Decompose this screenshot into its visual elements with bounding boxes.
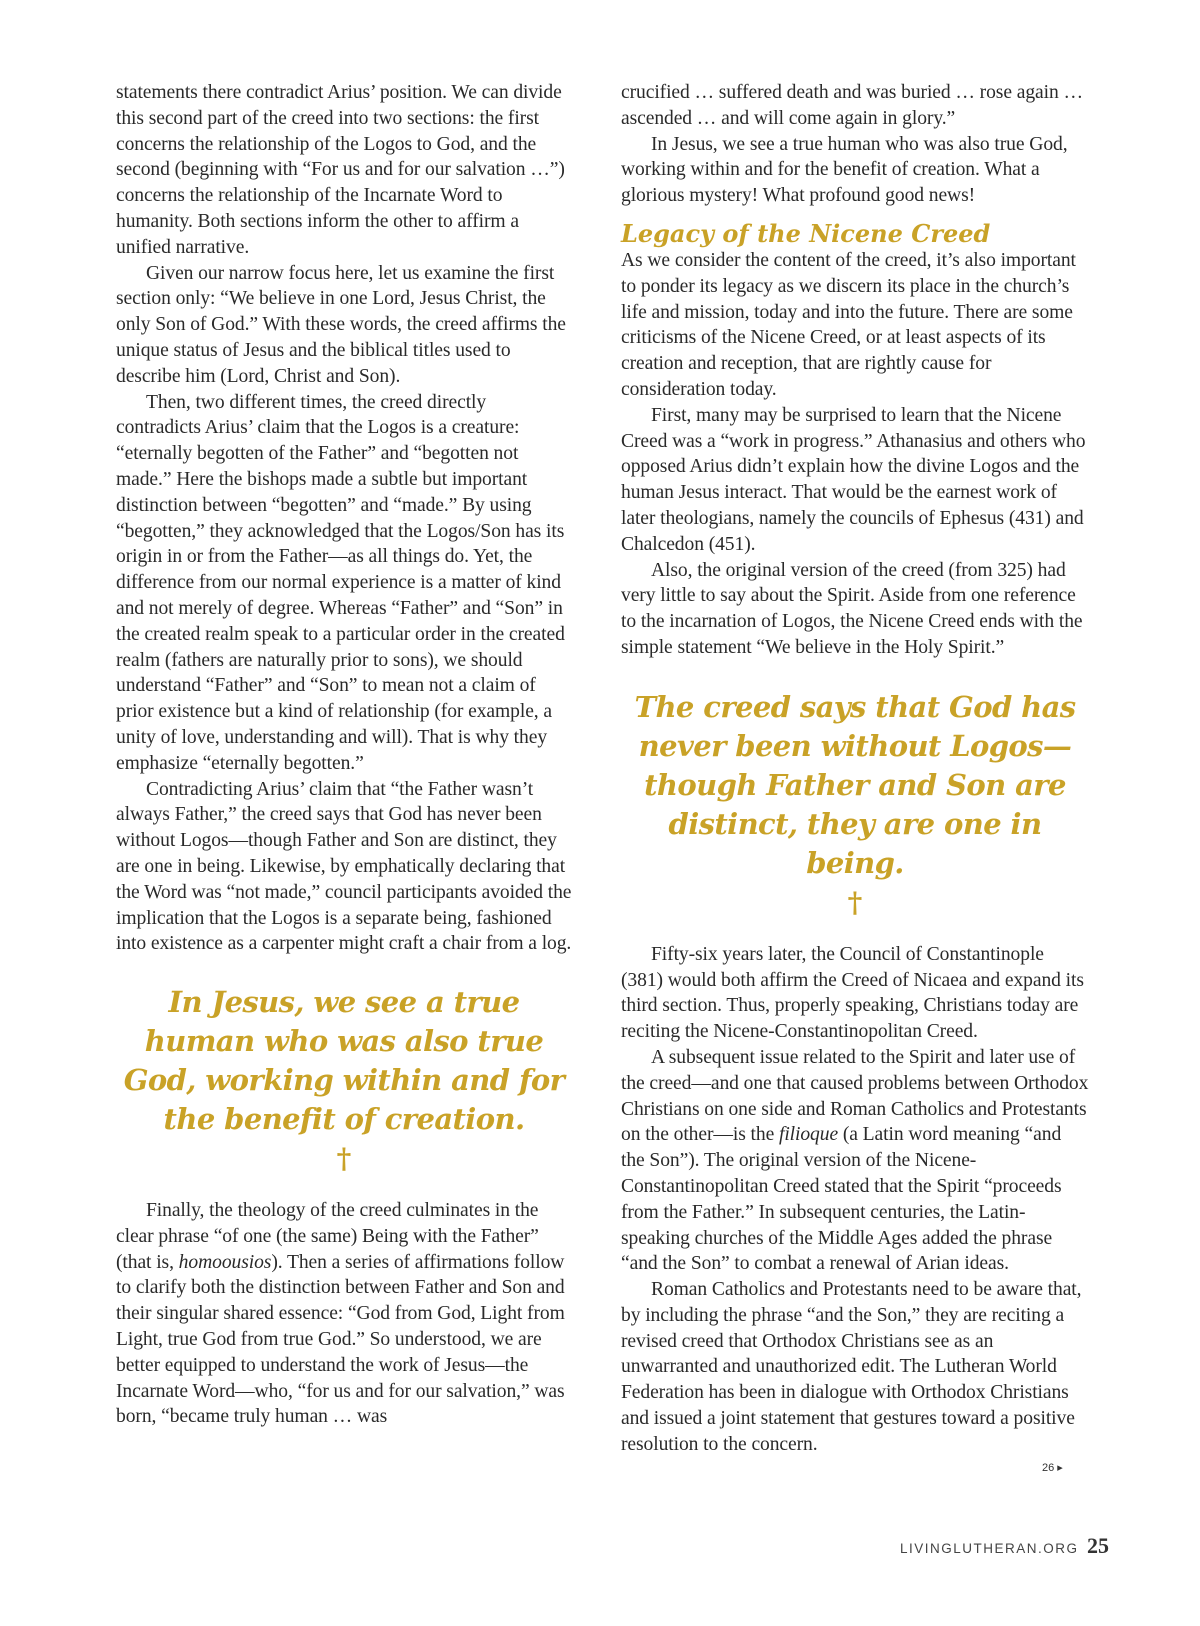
pull-quote: In Jesus, we see a true human who was also true God, working within and for the benefit of creation. <box>123 985 565 1137</box>
body-text: (a Latin word meaning “and the Son”). The original version of the Nicene-Constantinopolitan Creed stated that the Spirit “proceeds from the Father.” In subsequent centuries, the Latin-speaking churches of the Middle Ages added the phrase “and the Son” to combat a renewal of Arian ideas. <box>621 1124 1062 1275</box>
body-paragraph: In Jesus, we see a true human who was also true God, working within and for the benefit of creation. What a glorious mystery! What profound good news! <box>621 133 1068 207</box>
body-paragraph: Then, two different times, the creed directly contradicts Arius’ claim that the Logos is a creature: “eternally begotten of the Father” and “begotten not made.” Here the bishops made a subtle but important distinction between “begotten” and “made.” By using “begotten,” they acknowledged that the Logos/Son has its origin in or from the Father—as all things do. Yet, the difference from our normal experience is a matter of kind and not merely of degree. Whereas “Father” and “Son” in the created realm speak to a particular order in the created realm (fathers are naturally prior to sons), we should understand “Father” and “Son” to mean not a claim of prior existence but a kind of relationship (for example, a unity of love, understanding and will). That is why they emphasize “eternally begotten.” <box>116 391 565 774</box>
body-paragraph <box>621 1045 1089 1277</box>
body-paragraph: First, many may be surprised to learn that the Nicene Creed was a “work in progress.” Athanasius and others who opposed Arius didn’t explain how the divine Logos and the human Jesus interact. That would be the earnest work of later theologians, namely the councils of Ephesus (431) and Chalcedon (451). <box>621 404 1086 555</box>
continued-on-page-marker: 26 ▸ <box>1042 1462 1063 1474</box>
left-column <box>116 80 572 1430</box>
dagger-icon: † <box>336 1142 352 1176</box>
body-paragraph <box>116 1198 572 1430</box>
body-text: Finally, the theology of the creed culminates in the clear phrase “of one (the same) Being with the Father” (that is, <box>116 1200 539 1273</box>
body-paragraph: As we consider the content of the creed, it’s also important to ponder its legacy as we discern its place in the church’s life and mission, today and into the future. There are some criticisms of the Nicene Creed, or at least aspects of its creation and reception, that are rightly cause for consideration today. <box>621 249 1076 400</box>
body-text: ). Then a series of affirmations follow to clarify both the distinction between Father and Son and their singular shared essence: “God from God, Light from Light, true God from true God.” So understood, we are better equipped to understand the work of Jesus—the Incarnate Word—who, “for us and for our salvation,” was born, “became truly human … was <box>116 1251 565 1428</box>
body-paragraph: crucified … suffered death and was buried … rose again … ascended … and will come again in glory.” <box>621 82 1083 129</box>
body-paragraph: Also, the original version of the creed (from 325) had very little to say about the Spirit. Aside from one reference to the incarnation of Logos, the Nicene Creed ends with the simple statement “We believe in the Holy Spirit.” <box>621 559 1083 658</box>
footer-site-name: LIVINGLUTHERAN.ORG <box>900 1541 1079 1556</box>
body-paragraph: Contradicting Arius’ claim that “the Father wasn’t always Father,” the creed says that God has never been without Logos—though Father and Son are distinct, they are one in being. Likewise, by emphatically declaring that the Word was “not made,” council participants avoided the implication that the Logos is a separate being, fashioned into existence as a carpenter might craft a chair from a log. <box>116 778 572 955</box>
dagger-icon: † <box>847 885 863 919</box>
body-paragraph: Fifty-six years later, the Council of Constantinople (381) would both affirm the Creed of Nicaea and expand its third section. Thus, properly speaking, Christians today are reciting the Nicene-Constantinopolitan Creed. <box>621 943 1084 1043</box>
body-paragraph: statements there contradict Arius’ position. We can divide this second part of the creed into two sections: the first concerns the relationship of the Logos to God, and the second (beginning with “For us and for our salvation …”) concerns the relationship of the Incarnate Word to humanity. Both sections inform the other to affirm a unified narrative. <box>116 82 565 258</box>
body-paragraph: Roman Catholics and Protestants need to be aware that, by including the phrase “and the Son,” they are reciting a revised creed that Orthodox Christians see as an unwarranted and unauthorized edit. The Lutheran World Federation has been in dialogue with Orthodox Christians and issued a joint statement that gestures toward a positive resolution to the concern. <box>621 1279 1082 1455</box>
page-number: 25 <box>1086 1533 1109 1558</box>
right-column <box>621 80 1089 1458</box>
page-footer <box>900 1533 1109 1559</box>
italic-term: homoousios <box>178 1251 272 1273</box>
italic-term: filioque <box>778 1124 839 1146</box>
body-text: A subsequent issue related to the Spirit and later use of the creed—and one that caused problems between Orthodox Christians on one side and Roman Catholics and Protestants on the other—is the <box>621 1046 1089 1146</box>
body-paragraph: Given our narrow focus here, let us examine the first section only: “We believe in one Lord, Jesus Christ, the only Son of God.” With these words, the creed affirms the unique status of Jesus and the biblical titles used to describe him (Lord, Christ and Son). <box>116 262 566 387</box>
pull-quote: The creed says that God has never been without Logos— though Father and Son are distinct, they are one in being. <box>634 689 1076 880</box>
section-heading: Legacy of the Nicene Creed <box>621 218 991 248</box>
